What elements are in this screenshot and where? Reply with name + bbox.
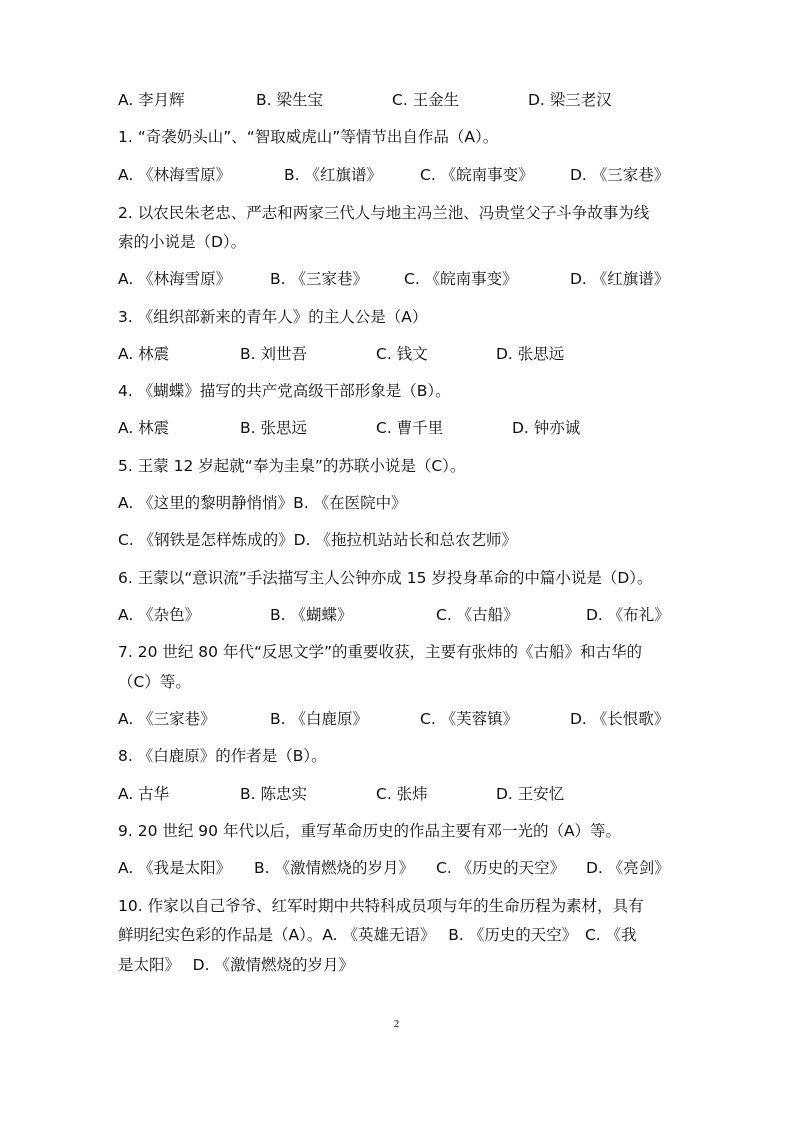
option-d: D. 《长恨歌》	[570, 710, 670, 728]
option-c: C. 《芙蓉镇》	[420, 710, 519, 728]
page-number: 2	[393, 1018, 400, 1030]
option-a: A. 《林海雪原》	[118, 270, 232, 288]
option-d: D. 钟亦诚	[512, 419, 581, 437]
option-c: C. 《历史的天空》	[436, 859, 566, 877]
option-a: A. 《我是太阳》	[118, 859, 232, 877]
option-c: C. 《皖南事变》	[404, 270, 518, 288]
question-5: 5. 王蒙 12 岁起就“奉为圭臬”的苏联小说是（C）。	[118, 457, 466, 475]
question-4: 4. 《蝴蝶》描写的共产党高级干部形象是（B）。	[118, 382, 451, 400]
option-c: C. 曹千里	[376, 419, 444, 437]
option-d: D. 《红旗谱》	[570, 270, 670, 288]
option-b: B. 《红旗谱》	[284, 166, 382, 184]
option-a: A. 《杂色》	[118, 606, 201, 624]
option-b: B. 《激情燃烧的岁月》	[254, 859, 414, 877]
option-a: A. 《林海雪原》	[118, 166, 232, 184]
option-b: B. 张思远	[240, 419, 307, 437]
question-2-line-1: 2. 以农民朱老忠、严志和两家三代人与地主冯兰池、冯贵堂父子斗争故事为线	[118, 204, 650, 222]
option-d: D. 《亮剑》	[586, 859, 670, 877]
question-5-options-line-2: C. 《钢铁是怎样炼成的》D. 《拖拉机站站长和总农艺师》	[118, 531, 517, 549]
question-3: 3. 《组织部新来的青年人》的主人公是（A）	[118, 308, 428, 326]
option-a: A. 林震	[118, 345, 170, 363]
option-d: D. 王安忆	[496, 785, 565, 803]
question-7-line-1: 7. 20 世纪 80 年代“反思文学”的重要收获，主要有张炜的《古船》和古华的	[118, 643, 643, 661]
question-1: 1. “奇袭奶头山”、“智取威虎山”等情节出自作品（A）。	[118, 128, 499, 146]
question-10-line-2: 鲜明纪实色彩的作品是（A）。A. 《英雄无语》 B. 《历史的天空》 C. 《我	[118, 926, 637, 944]
question-10-line-3: 是太阳》 D. 《激情燃烧的岁月》	[118, 956, 354, 974]
option-b: B. 《白鹿原》	[270, 710, 368, 728]
option-d: D. 《布礼》	[586, 606, 670, 624]
option-c: C. 《古船》	[436, 606, 519, 624]
option-b: B. 刘世吾	[240, 345, 307, 363]
option-b: B. 《蝴蝶》	[270, 606, 353, 624]
question-5-options-line-1: A. 《这里的黎明静悄悄》B. 《在医院中》	[118, 494, 407, 512]
option-b: B. 陈忠实	[240, 785, 307, 803]
question-8: 8. 《白鹿原》的作者是（B）。	[118, 747, 327, 765]
question-7-line-2: （C）等。	[118, 673, 191, 691]
option-b: B. 梁生宝	[256, 91, 323, 109]
option-d: D. 张思远	[496, 345, 565, 363]
option-a: A. 古华	[118, 785, 170, 803]
option-b: B. 《三家巷》	[270, 270, 368, 288]
option-d: D. 《三家巷》	[570, 166, 670, 184]
question-10-line-1: 10. 作家以自己爷爷、红军时期中共特科成员项与年的生命历程为素材，具有	[118, 897, 644, 915]
option-c: C. 张炜	[376, 785, 428, 803]
question-6: 6. 王蒙以“意识流”手法描写主人公钟亦成 15 岁投身革命的中篇小说是（D）。	[118, 569, 653, 587]
question-2-line-2: 索的小说是（D）。	[118, 233, 247, 251]
option-c: C. 《皖南事变》	[420, 166, 534, 184]
option-c: C. 钱文	[376, 345, 428, 363]
option-d: D. 梁三老汉	[528, 91, 612, 109]
option-a: A. 李月辉	[118, 91, 185, 109]
option-a: A. 林震	[118, 419, 170, 437]
option-c: C. 王金生	[392, 91, 460, 109]
question-9: 9. 20 世纪 90 年代以后，重写革命历史的作品主要有邓一光的（A）等。	[118, 822, 622, 840]
option-a: A. 《三家巷》	[118, 710, 216, 728]
